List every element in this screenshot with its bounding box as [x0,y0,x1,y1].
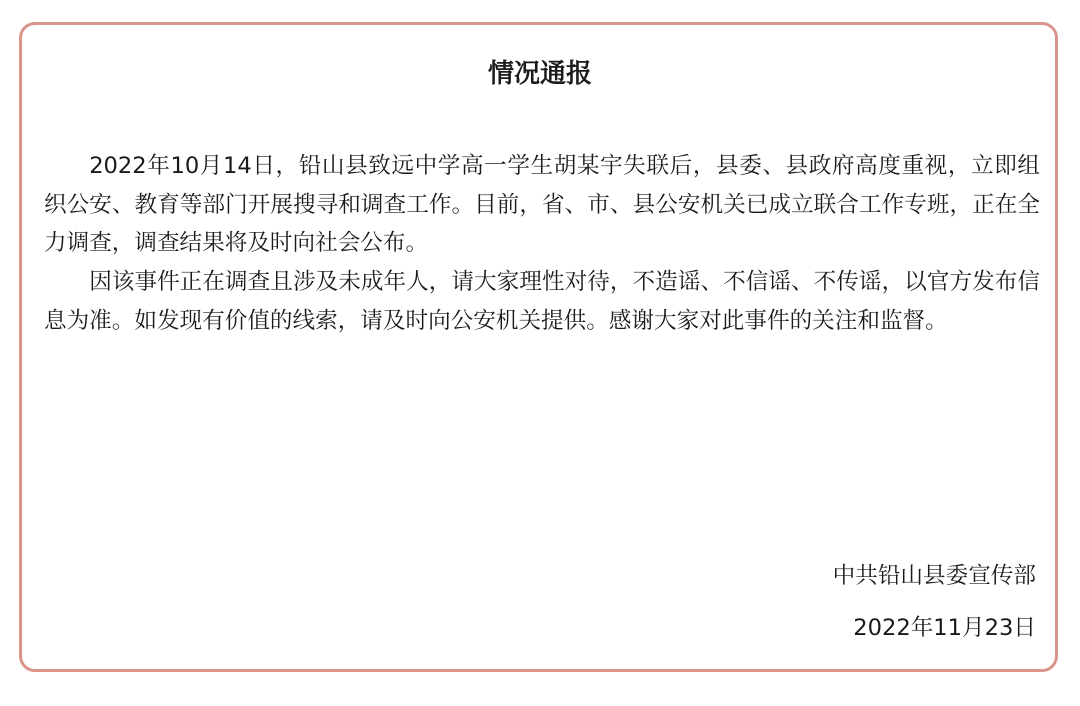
notice-title: 情况通报 [487,59,592,89]
issuer-name: 中共铅山县委宣传部 [832,563,1036,589]
notice-body [44,147,1040,341]
notice-paragraph-2: 因该事件正在调查且涉及未成年人，请大家理性对待，不造谣、不信谣、不传谣，以官方发布信息为准。如发现有价值的线索，请及时向公安机关提供。感谢大家对此事件的关注和监督。 [44,269,1040,334]
issue-date: 2022年11月23日 [853,615,1036,641]
notice-paragraph-1: 2022年10月14日，铅山县致远中学高一学生胡某宇失联后，县委、县政府高度重视，立即组织公安、教育等部门开展搜寻和调查工作。目前，省、市、县公安机关已成立联合工作专班，正在全力调查，调查结果将及时向社会公布。 [44,153,1040,257]
